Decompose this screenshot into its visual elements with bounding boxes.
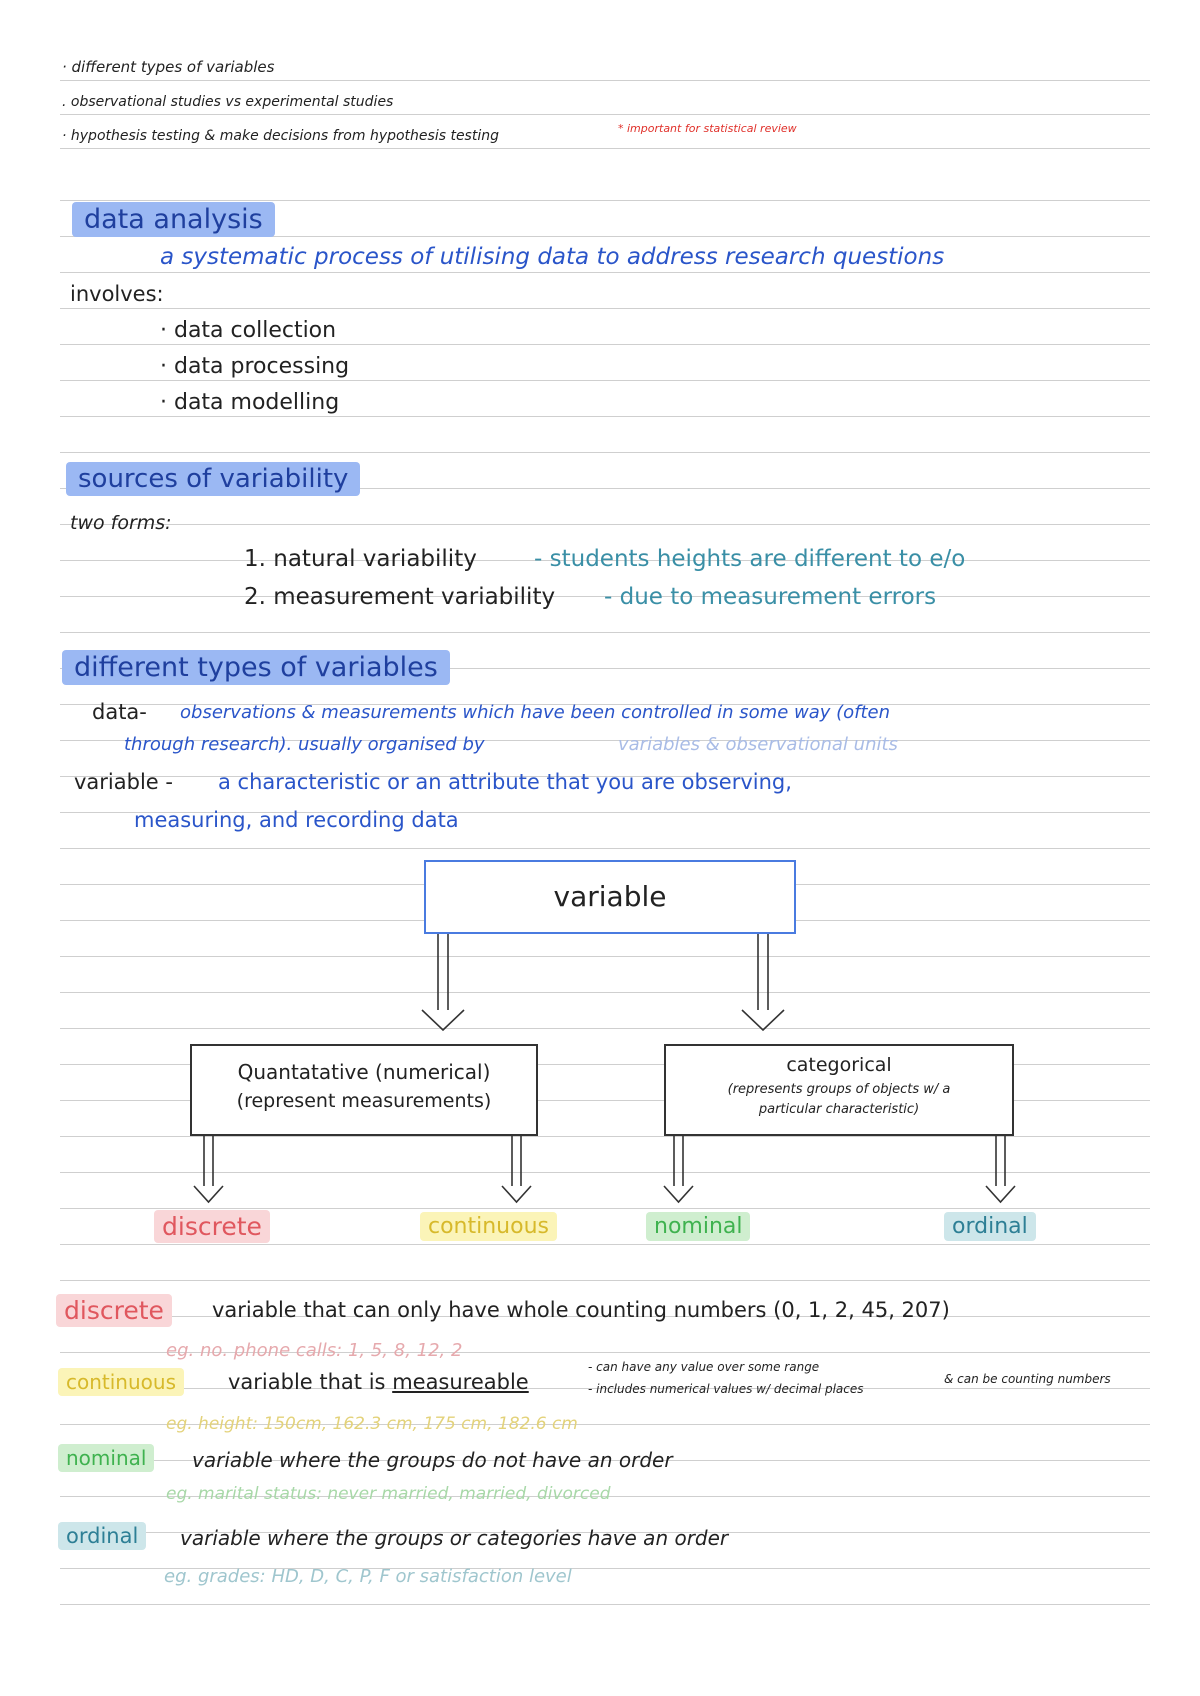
def-nominal-term [58,1446,154,1470]
form-note: - students heights are different to e/o [534,546,966,572]
leaf-discrete [154,1212,270,1241]
form-item: 2. measurement variability [244,584,556,610]
data-definition: through research). usually organised by [124,734,485,755]
categorical-subtitle: (represents groups of objects w/ a [727,1082,951,1097]
def-ordinal-text: variable where the groups or categories have an order [180,1526,729,1550]
continuous-def-part: variable that is [228,1370,386,1394]
continuous-def-emphasis: measureable [392,1370,529,1394]
nominal-example: eg. marital status: never married, married, divorced [166,1484,611,1504]
variability-heading: sources of variability [66,462,360,496]
topic-item: · hypothesis testing & make decisions from hypothesis testing [62,128,499,144]
continuous-example: eg. height: 150cm, 162.3 cm, 175 cm, 182.6 cm [166,1414,578,1434]
variable-definition: measuring, and recording data [134,808,459,832]
categorical-box [664,1044,1014,1136]
def-continuous-term [58,1370,184,1394]
ordinal-term-label: ordinal [58,1522,146,1550]
continuous-note: & can be counting numbers [944,1372,1111,1386]
data-definition-faint: variables & observational units [618,734,898,755]
def-ordinal-term [58,1524,146,1548]
leaf-nominal-label: nominal [646,1212,750,1241]
topic-item: . observational studies vs experimental studies [62,94,394,110]
leaf-nominal [646,1214,750,1239]
types-heading: different types of variables [62,650,450,685]
def-discrete-text: variable that can only have whole counting numbers (0, 1, 2, 45, 207) [212,1298,950,1322]
leaf-continuous [420,1214,557,1239]
variable-root-label: variable [553,880,667,913]
def-continuous-text [228,1370,529,1394]
leaf-continuous-label: continuous [420,1212,557,1241]
leaf-ordinal [944,1214,1036,1239]
topic-item: · different types of variables [62,58,275,76]
data-analysis-definition: a systematic process of utilising data to address research questions [160,244,945,270]
quantitative-subtitle: (represent measurements) [236,1090,492,1112]
quantitative-box [190,1044,538,1136]
data-definition: observations & measurements which have been controlled in some way (often [180,702,891,723]
discrete-term-label: discrete [56,1294,172,1327]
leaf-ordinal-label: ordinal [944,1212,1036,1241]
ordinal-example: eg. grades: HD, D, C, P, F or satisfaction level [164,1566,572,1587]
categorical-title: categorical [786,1054,892,1076]
continuous-note: - can have any value over some range [588,1360,820,1374]
two-forms-label: two forms: [70,512,172,534]
data-analysis-heading: data analysis [72,202,275,237]
form-note: - due to measurement errors [604,584,937,610]
list-item: · data modelling [160,390,340,415]
list-item: · data processing [160,354,350,379]
variable-definition: a characteristic or an attribute that you are observing, [218,770,792,794]
variable-root-box [424,860,796,934]
nominal-term-label: nominal [58,1444,154,1472]
data-label: data- [92,700,147,724]
list-item: · data collection [160,318,337,343]
important-note: * important for statistical review [618,122,797,135]
continuous-note: - includes numerical values w/ decimal places [588,1382,864,1396]
def-nominal-text: variable where the groups do not have an order [192,1448,673,1472]
form-item: 1. natural variability [244,546,477,572]
quantitative-title: Quantatative (numerical) [237,1060,491,1084]
def-discrete-term [56,1296,172,1325]
involves-label: involves: [70,282,164,306]
categorical-subtitle: particular characteristic) [758,1102,920,1117]
continuous-term-label: continuous [58,1368,184,1396]
leaf-discrete-label: discrete [154,1210,270,1243]
discrete-example: eg. no. phone calls: 1, 5, 8, 12, 2 [166,1340,463,1361]
variable-label: variable - [74,770,173,794]
